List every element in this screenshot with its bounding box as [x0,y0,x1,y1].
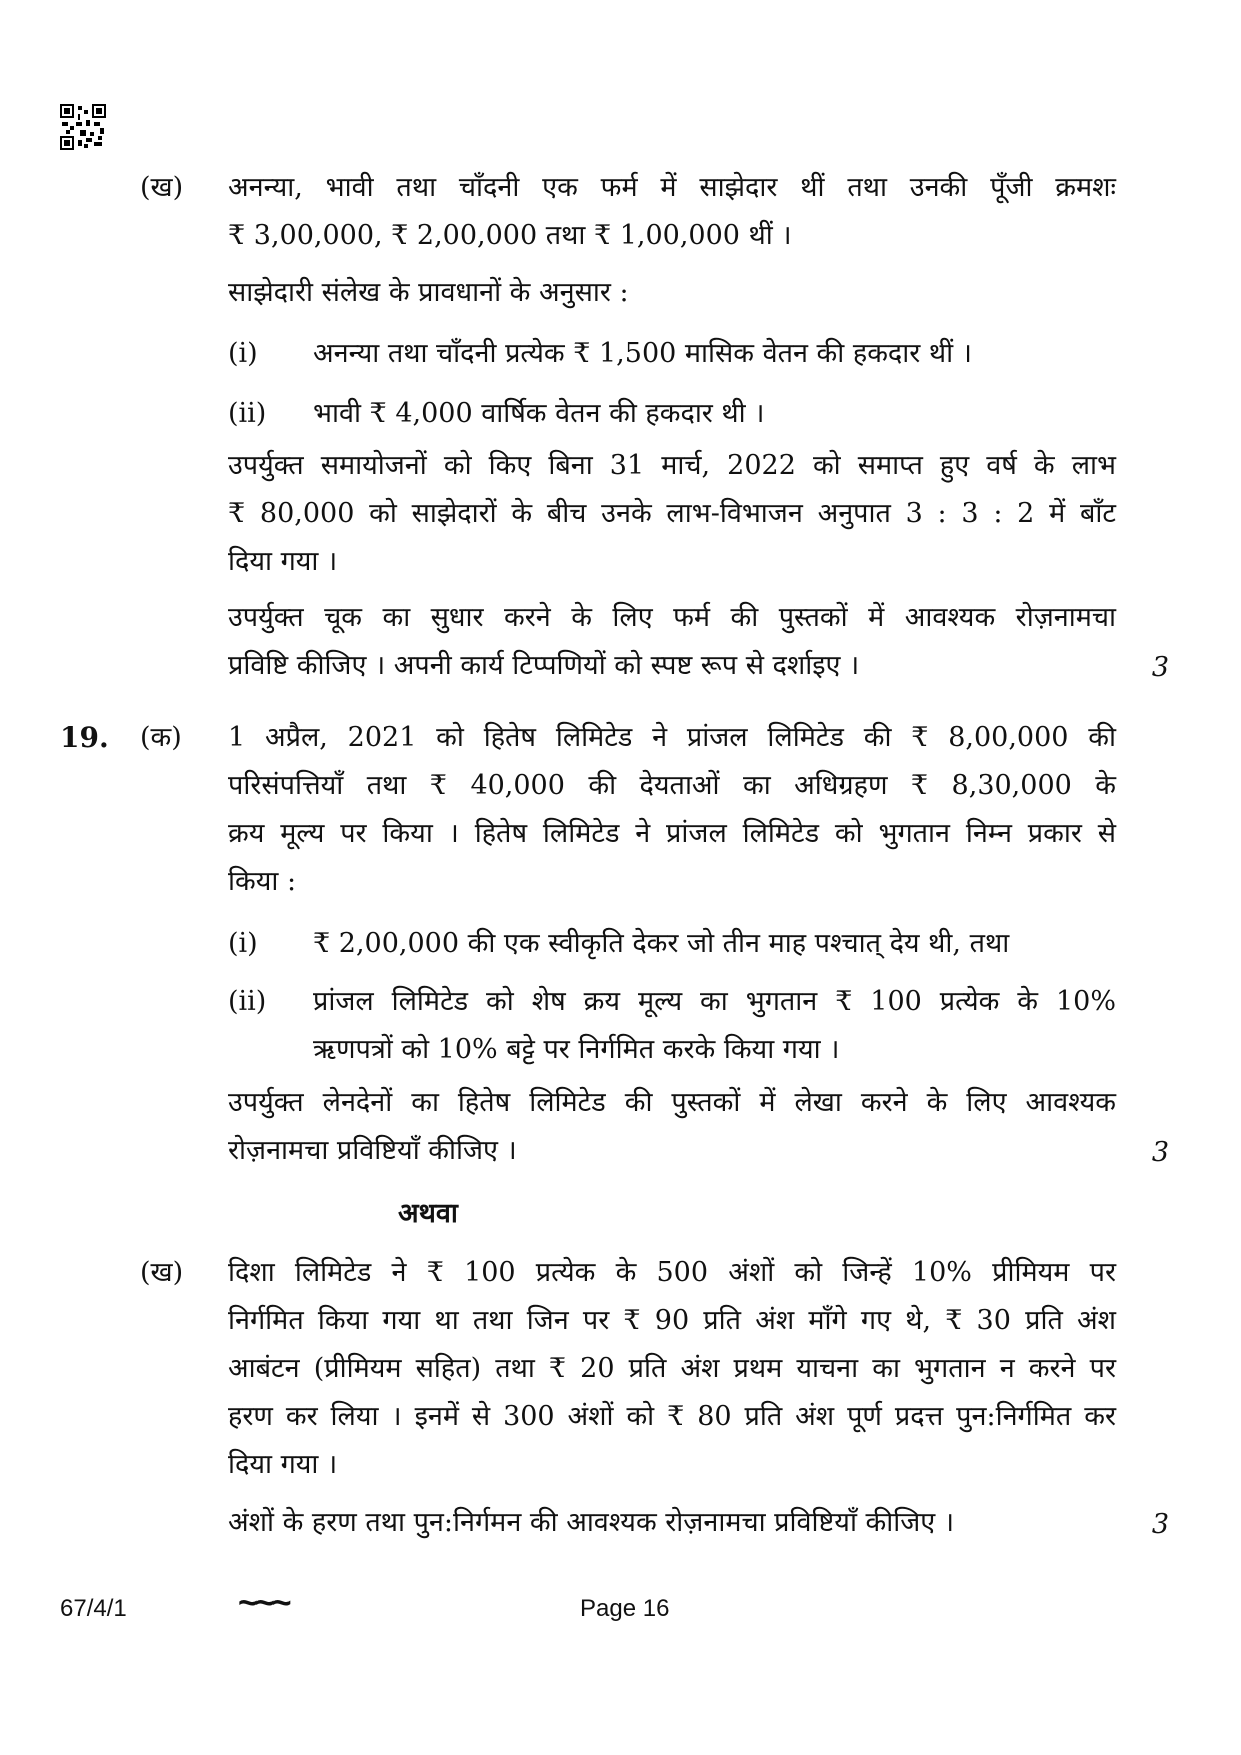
q18b-item-num: (ii) [228,398,267,429]
q19a-label: (क) [140,722,182,753]
q19a-marks: 3 [1151,1137,1169,1168]
q18b-provisions-heading: साझेदारी संलेख के प्रावधानों के अनुसार : [228,277,629,308]
q18b-item-num: (i) [228,338,258,369]
q18b-label: (ख) [140,172,184,203]
q18b-item-text: अनन्या तथा चाँदनी प्रत्येक ₹ 1,500 मासिक वेतन की हकदार थीं । [313,338,972,369]
q18b-para1-line3: दिया गया । [228,546,338,577]
q19a-line1: 1 अप्रैल, 2021 को हितेष लिमिटेड ने प्रांजल लिमिटेड की ₹ 8,00,000 की [228,722,1116,753]
q18b-intro-line2: ₹ 3,00,000, ₹ 2,00,000 तथा ₹ 1,00,000 थीं । [228,220,792,251]
q18b-item-text: भावी ₹ 4,000 वार्षिक वेतन की हकदार थी । [313,398,765,429]
q19a-line4: किया : [228,866,297,897]
q19b-label: (ख) [140,1257,184,1288]
q19a-item-num: (ii) [228,986,267,1017]
paper-code: 67/4/1 [60,1595,127,1622]
q18b-para1-line2: ₹ 80,000 को साझेदारों के बीच उनके लाभ-विभाजन अनुपात 3 : 3 : 2 में बाँट [228,498,1116,529]
q19a-para-line1: उपर्युक्त लेनदेनों का हितेष लिमिटेड की पुस्तकों में लेखा करने के लिए आवश्यक [228,1087,1116,1118]
q19b-line3: आबंटन (प्रीमियम सहित) तथा ₹ 20 प्रति अंश प्रथम याचना का भुगतान न करने पर [228,1353,1116,1384]
q18b-para2-line2: प्रविष्टि कीजिए । अपनी कार्य टिप्पणियों को स्पष्ट रूप से दर्शाइए । [228,650,860,681]
page-number: Page 16 [580,1595,670,1622]
q19a-item-text-line2: ऋणपत्रों को 10% बट्टे पर निर्गमित करके किया गया । [313,1034,840,1065]
q19b-line2: निर्गमित किया गया था तथा जिन पर ₹ 90 प्रति अंश माँगे गए थे, ₹ 30 प्रति अंश [228,1305,1116,1336]
q19b-para-line1: अंशों के हरण तथा पुन:निर्गमन की आवश्यक रोज़नामचा प्रविष्टियाँ कीजिए । [228,1507,955,1538]
q19a-para-line2: रोज़नामचा प्रविष्टियाँ कीजिए । [228,1135,517,1166]
q18b-marks: 3 [1151,652,1169,683]
or-separator: अथवा [398,1198,458,1229]
q19b-line1: दिशा लिमिटेड ने ₹ 100 प्रत्येक के 500 अंशों को जिन्हें 10% प्रीमियम पर [228,1257,1116,1288]
q19a-item-text-line1: प्रांजल लिमिटेड को शेष क्रय मूल्य का भुगतान ₹ 100 प्रत्येक के 10% [313,986,1116,1017]
q19a-item-text: ₹ 2,00,000 की एक स्वीकृति देकर जो तीन माह पश्चात् देय थी, तथा [313,928,1010,959]
q18b-para1-line1: उपर्युक्त समायोजनों को किए बिना 31 मार्च, 2022 को समाप्त हुए वर्ष के लाभ [228,450,1116,481]
footer-ornament: ~~~ [238,1584,289,1622]
q19b-marks: 3 [1151,1509,1169,1540]
q19b-line5: दिया गया । [228,1449,338,1480]
q19a-item-num: (i) [228,928,258,959]
qr-code-icon [60,104,106,150]
q19-number: 19. [60,721,109,754]
q19a-line2: परिसंपत्तियाँ तथा ₹ 40,000 की देयताओं का अधिग्रहण ₹ 8,30,000 के [228,770,1116,801]
q19b-line4: हरण कर लिया । इनमें से 300 अंशों को ₹ 80 प्रति अंश पूर्ण प्रदत्त पुन:निर्गमित कर [228,1401,1116,1432]
q19a-line3: क्रय मूल्य पर किया । हितेष लिमिटेड ने प्रांजल लिमिटेड को भुगतान निम्न प्रकार से [228,818,1116,849]
q18b-para2-line1: उपर्युक्त चूक का सुधार करने के लिए फर्म की पुस्तकों में आवश्यक रोज़नामचा [228,602,1116,633]
q18b-intro-line1: अनन्या, भावी तथा चाँदनी एक फर्म में साझेदार थीं तथा उनकी पूँजी क्रमशः [228,172,1116,203]
